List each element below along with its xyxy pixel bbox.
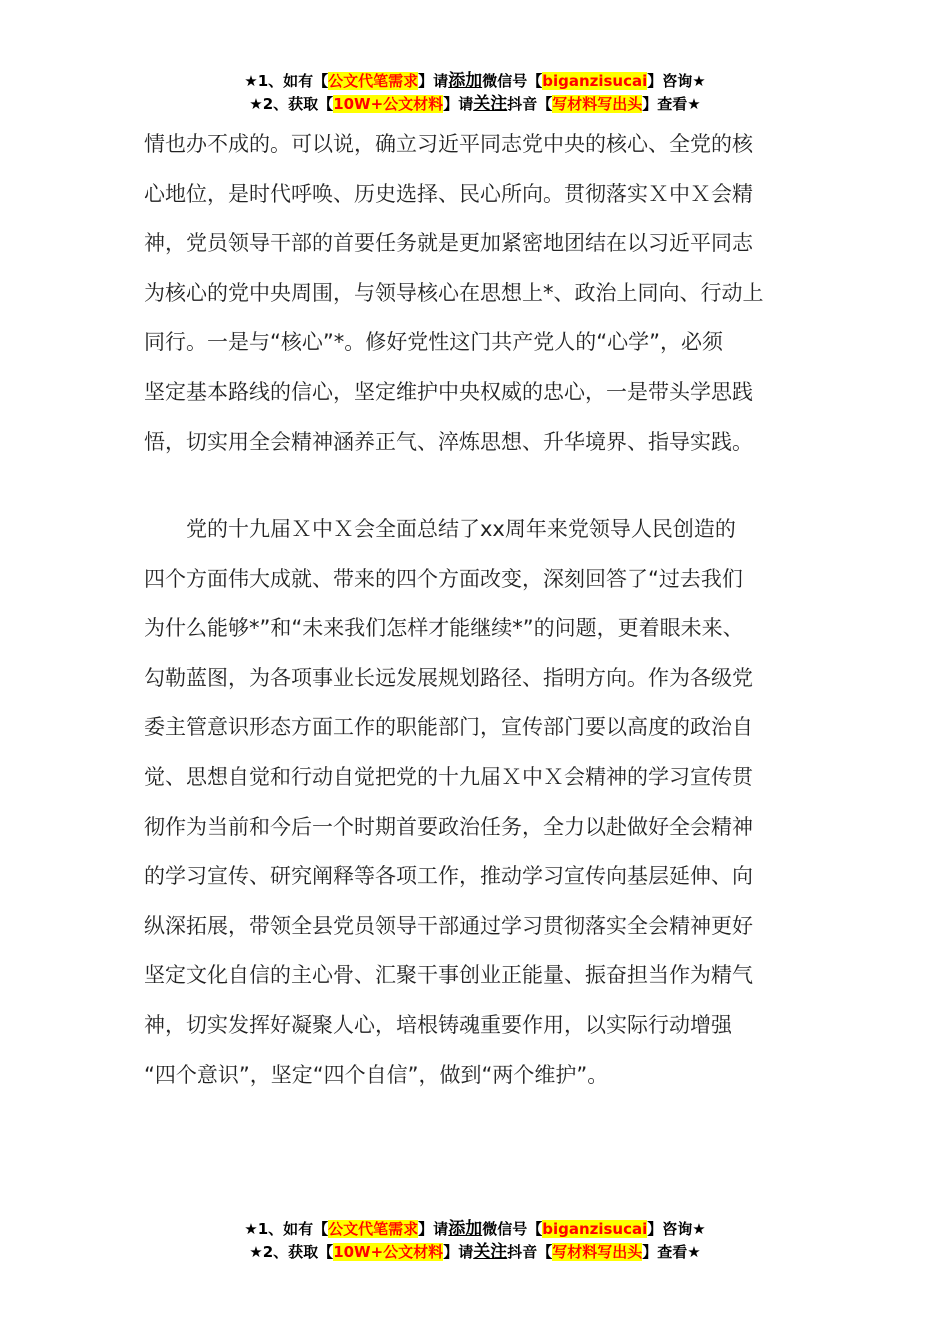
text-line: 情也办不成的。可以说，确立习近平同志党中央的核心、全党的核 (144, 132, 753, 156)
banner-text: ★2、获取【 (249, 1243, 334, 1261)
text-line: 勾勒蓝图，为各项事业长远发展规划路径、指明方向。作为各级党 (144, 665, 753, 690)
banner-line-2 (0, 1241, 950, 1264)
text-line: 神，党员领导干部的首要任务就是更加紧密地团结在以习近平同志 (144, 231, 753, 256)
text-line: 神，切实发挥好凝聚人心，培根铸魂重要作用，以实际行动增强 (144, 1012, 732, 1037)
banner-highlight: 10W+公文材料 (333, 1243, 444, 1261)
footer-banner (0, 1218, 950, 1264)
banner-highlight: 公文代笔需求 (328, 72, 419, 90)
banner-line-1 (0, 70, 950, 93)
banner-douyin-id: 写材料写出头 (552, 95, 643, 113)
banner-text: 微信号【 (482, 1220, 543, 1238)
banner-highlight: 10W+公文材料 (333, 95, 444, 113)
banner-emphasis: 添加 (448, 71, 483, 91)
banner-emphasis: 添加 (448, 1219, 483, 1239)
banner-wechat-id: biganzisucai (542, 72, 648, 90)
banner-line-1 (0, 1218, 950, 1241)
text-line: 党的十九届Ｘ中Ｘ会全面总结了xx周年来党领导人民创造的 (144, 517, 736, 541)
banner-text: 抖音【 (507, 1243, 553, 1261)
text-line: 四个方面伟大成就、带来的四个方面改变，深刻回答了“过去我们 (144, 566, 743, 591)
banner-text: 】咨询★ (647, 72, 706, 90)
banner-text: ★1、如有【 (244, 1220, 329, 1238)
banner-text: 】请 (443, 95, 474, 113)
text-line: 的学习宣传、研究阐释等各项工作，推动学习宣传向基层延伸、向 (144, 864, 753, 889)
text-line: 坚定文化自信的主心骨、汇聚干事创业正能量、振奋担当作为精气 (144, 963, 753, 988)
banner-highlight: 公文代笔需求 (328, 1220, 419, 1238)
banner-text: 抖音【 (507, 95, 553, 113)
text-line: 心地位，是时代呼唤、历史选择、民心所向。贯彻落实Ｘ中Ｘ会精 (144, 181, 753, 206)
banner-emphasis: 关注 (473, 94, 508, 114)
banner-text: 】查看★ (642, 95, 701, 113)
banner-text: ★1、如有【 (244, 72, 329, 90)
paragraph-1 (144, 120, 809, 467)
banner-douyin-id: 写材料写出头 (552, 1243, 643, 1261)
banner-text: 】请 (443, 1243, 474, 1261)
banner-text: 】请 (418, 1220, 449, 1238)
banner-text: 微信号【 (482, 72, 543, 90)
text-line: 委主管意识形态方面工作的职能部门，宣传部门要以高度的政治自 (144, 715, 753, 740)
banner-text: ★2、获取【 (249, 95, 334, 113)
header-banner (0, 70, 950, 116)
banner-wechat-id: biganzisucai (542, 1220, 648, 1238)
text-line: 同行。一是与“核心”*。修好党性这门共产党人的“心学”，必须 (144, 330, 724, 355)
text-line: 坚定基本路线的信心，坚定维护中央权威的忠心，一是带头学思践 (144, 379, 753, 404)
banner-text: 】查看★ (642, 1243, 701, 1261)
banner-line-2 (0, 93, 950, 116)
text-line: “四个意识”，坚定“四个自信”，做到“两个维护”。 (144, 1062, 609, 1087)
banner-text: 】咨询★ (647, 1220, 706, 1238)
text-line: 悟，切实用全会精神涵养正气、淬炼思想、升华境界、指导实践。 (144, 429, 753, 454)
paragraph-2 (144, 505, 809, 1100)
banner-text: 】请 (418, 72, 449, 90)
banner-emphasis: 关注 (473, 1242, 508, 1262)
text-line: 为什么能够*”和“未来我们怎样才能继续*”的问题，更着眼未来、 (144, 616, 744, 641)
text-line: 纵深拓展，带领全县党员领导干部通过学习贯彻落实全会精神更好 (144, 913, 753, 938)
text-line: 觉、思想自觉和行动自觉把党的十九届Ｘ中Ｘ会精神的学习宣传贯 (144, 764, 753, 789)
text-line: 为核心的党中央周围，与领导核心在思想上*、政治上同向、行动上 (144, 280, 764, 305)
text-line: 彻作为当前和今后一个时期首要政治任务，全力以赴做好全会精神 (144, 814, 753, 839)
